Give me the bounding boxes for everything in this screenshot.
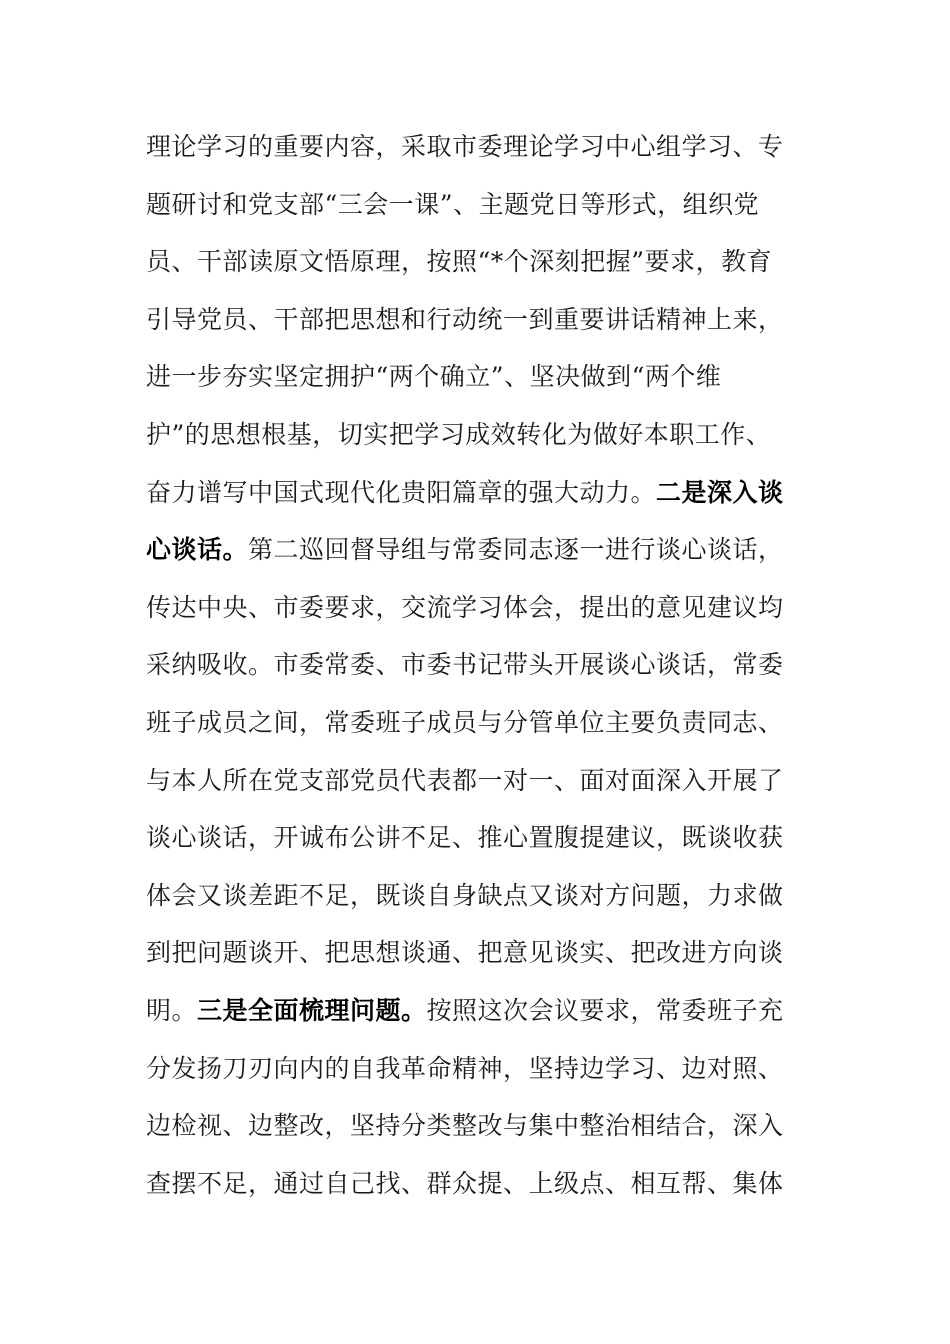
paragraph-text: 奋力谱写中国式现代化贵阳篇章的强大动力。 xyxy=(146,477,657,507)
paragraph-text: 理论学习的重要内容，采取市委理论学习中心组学习、专 xyxy=(146,132,784,161)
bold-heading-text: 三是全面梳理问题。 xyxy=(197,995,427,1025)
text-line xyxy=(146,1040,806,1098)
paragraph-text: 查摆不足，通过自己找、群众提、上级点、相互帮、集体 xyxy=(146,1168,784,1198)
text-line xyxy=(146,752,806,810)
text-line xyxy=(146,809,806,867)
paragraph-text: 体会又谈差距不足，既谈自身缺点又谈对方问题，力求做 xyxy=(146,880,784,910)
paragraph-text: 第二巡回督导组与常委同志逐一进行谈心谈话， xyxy=(248,535,784,565)
text-line xyxy=(146,1097,806,1155)
paragraph-text: 引导党员、干部把思想和行动统一到重要讲话精神上来， xyxy=(146,304,784,334)
text-line xyxy=(146,924,806,982)
text-line xyxy=(146,1155,806,1213)
paragraph-text: 到把问题谈开、把思想谈通、把意见谈实、把改进方向谈 xyxy=(146,938,784,968)
paragraph-text: 明。 xyxy=(146,995,198,1025)
paragraph-text: 传达中央、市委要求，交流学习体会，提出的意见建议均 xyxy=(146,592,784,622)
paragraph-text: 与本人所在党支部党员代表都一对一、面对面深入开展了 xyxy=(146,765,784,795)
text-line xyxy=(146,867,806,925)
paragraph-text: 边检视、边整改，坚持分类整改与集中整治相结合，深入 xyxy=(146,1111,784,1141)
paragraph-text: 采纳吸收。市委常委、市委书记带头开展谈心谈话，常委 xyxy=(146,650,784,680)
paragraph-text: 护”的思想根基，切实把学习成效转化为做好本职工作、 xyxy=(146,419,772,449)
text-line xyxy=(146,176,806,234)
text-line xyxy=(146,118,806,176)
text-line xyxy=(146,636,806,694)
text-line xyxy=(146,233,806,291)
text-line xyxy=(146,348,806,406)
paragraph-text: 进一步夯实坚定拥护“两个确立”、坚决做到“两个维 xyxy=(146,362,722,392)
paragraph-text: 按照这次会议要求，常委班子充 xyxy=(426,995,784,1025)
text-line xyxy=(146,406,806,464)
text-line xyxy=(146,694,806,752)
paragraph-text: 谈心谈话，开诚布公讲不足、推心置腹提建议，既谈收获 xyxy=(146,823,784,853)
text-line xyxy=(146,291,806,349)
paragraph-text: 员、干部读原文悟原理，按照“*个深刻把握”要求，教育 xyxy=(146,247,773,277)
text-line xyxy=(146,982,806,1040)
paragraph-text: 班子成员之间，常委班子成员与分管单位主要负责同志、 xyxy=(146,707,784,737)
paragraph-text: 题研讨和党支部“三会一课”、主题党日等形式，组织党 xyxy=(146,189,760,219)
text-line xyxy=(146,521,806,579)
body-text xyxy=(146,118,806,1212)
bold-heading-text: 二是深入谈 xyxy=(656,477,784,507)
text-line xyxy=(146,579,806,637)
paragraph-text: 分发扬刀刃向内的自我革命精神，坚持边学习、边对照、 xyxy=(146,1053,784,1083)
text-line xyxy=(146,464,806,522)
bold-heading-text: 心谈话。 xyxy=(146,535,249,565)
